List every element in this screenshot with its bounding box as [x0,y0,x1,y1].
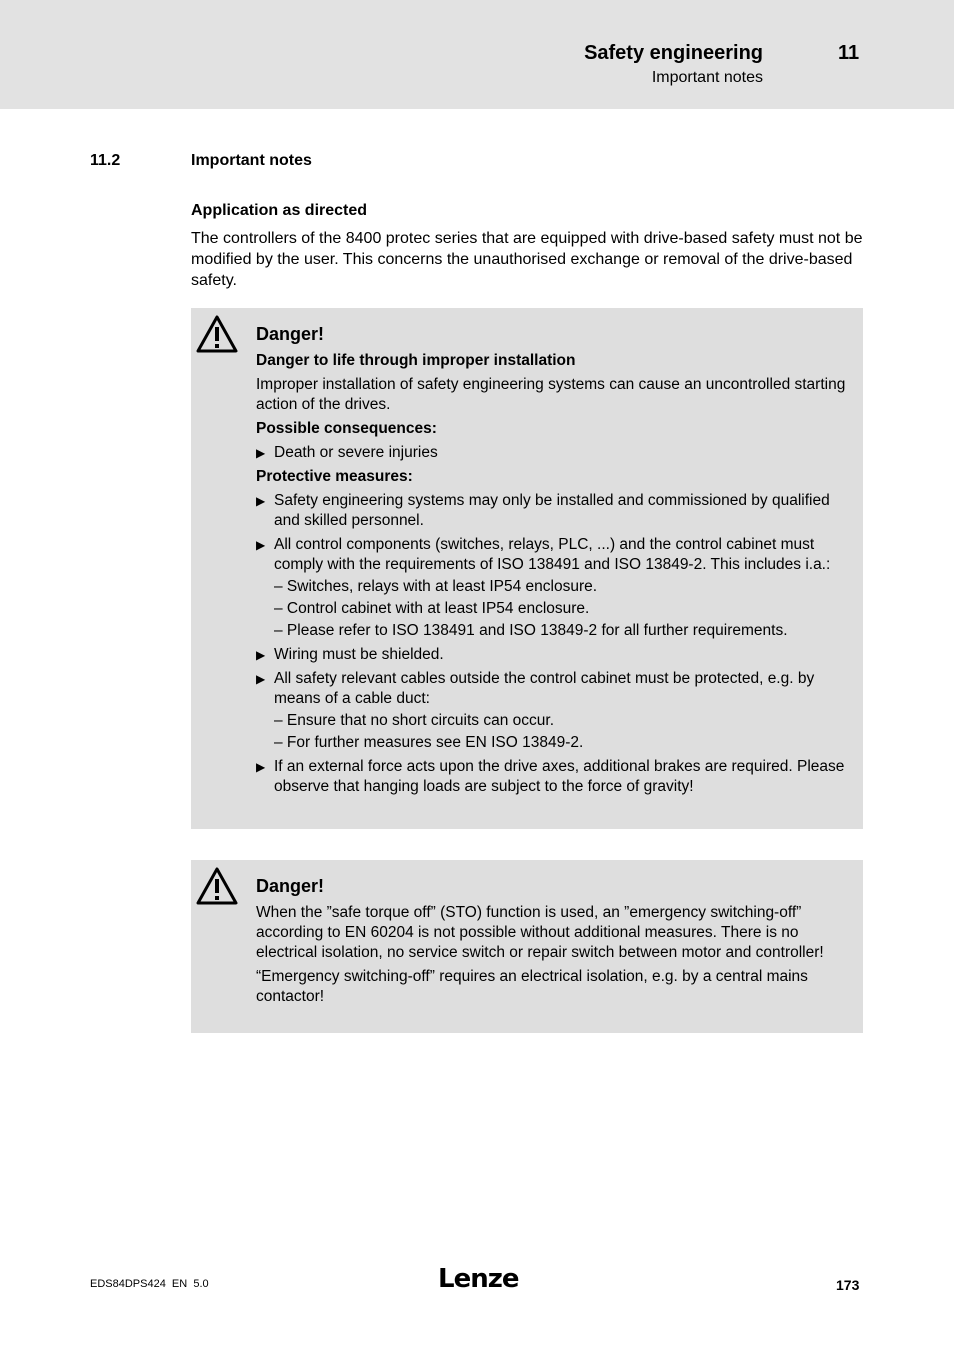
danger-box-sto [191,860,863,1033]
chapter-title: Safety engineering [584,42,763,64]
danger-title: Danger! [256,876,325,896]
list-item: ▶ Wiring must be shielded. [256,646,444,663]
sub-list-item: – Control cabinet with at least IP54 enclosure. [274,600,590,617]
bullet-arrow-icon: ▶ [256,672,266,686]
list-item: ▶ All safety relevant cables outside the control cabinet must be protected, e.g. by means of a cable duct: – Ensure that no short circuits can occur. – For further measures see EN ISO 13849-2. [256,669,855,753]
danger-paragraph: “Emergency switching-off” requires an electrical isolation, e.g. by a central mains contactor! [256,968,808,1005]
list-item: ▶ All control components (switches, relays, PLC, ...) and the control cabinet must comply with the requirements of ISO 138491 and ISO 13849-2. This includes i.a.: – Switches, relays with at least IP54 enclosure. – Control cabinet with at least IP54 enclosure. – Please refer to ISO 138491 and ISO 13849-2 for all further requirements. [256,535,855,641]
measures-list [256,491,855,797]
page-number: 173 [836,1277,860,1293]
consequences-list [256,443,855,463]
danger-title: Danger! [256,324,325,344]
lenze-logo: Lenze [438,1264,519,1294]
danger-paragraph: When the ”safe torque off” (STO) function is used, an ”emergency switching-off” according to EN 60204 is not possible without additional measures. There is no electrical isolation, no service switch or repair switch between motor and controller! [256,904,824,961]
bullet-arrow-icon: ▶ [256,760,266,774]
bullet-arrow-icon: ▶ [256,538,266,552]
danger-subtitle: Danger to life through improper installation [256,352,576,369]
chapter-number: 11 [838,42,860,64]
application-text: The controllers of the 8400 protec series that are equipped with drive-based safety must not be modified by the user. This concerns the unauthorised exchange or removal of the drive-based safety. [191,230,863,289]
document-id: EDS84DPS424 EN 5.0 [90,1278,209,1290]
sub-list-item: – Ensure that no short circuits can occur. [274,712,554,729]
sub-list-item: – For further measures see EN ISO 13849-2. [274,734,584,751]
consequences-label: Possible consequences: [256,420,437,437]
section-number: 11.2 [90,152,121,169]
sub-list [274,577,855,641]
list-item: ▶ If an external force acts upon the drive axes, additional brakes are required. Please observe that hanging loads are subject to the force of gravity! [256,758,845,795]
bullet-arrow-icon: ▶ [256,494,266,508]
warning-triangle-icon [196,315,238,353]
bullet-arrow-icon: ▶ [256,446,266,460]
warning-triangle-icon [196,867,238,905]
list-item: ▶ Safety engineering systems may only be installed and commissioned by qualified and skilled personnel. [256,492,830,529]
sub-list-item: – Please refer to ISO 138491 and ISO 13849-2 for all further requirements. [274,622,788,639]
chapter-subtitle: Important notes [651,69,763,86]
list-item: ▶ Death or severe injuries [256,444,438,461]
danger-description: Improper installation of safety engineering systems can cause an uncontrolled starting action of the drives. [256,376,846,413]
sub-list-item: – Switches, relays with at least IP54 enclosure. [274,578,598,595]
measures-label: Protective measures: [256,468,413,485]
sub-list [274,711,855,753]
section-title: Important notes [191,152,312,169]
bullet-arrow-icon: ▶ [256,648,266,662]
application-heading: Application as directed [191,202,368,219]
header-band [0,0,954,109]
danger-box-installation [191,308,863,829]
